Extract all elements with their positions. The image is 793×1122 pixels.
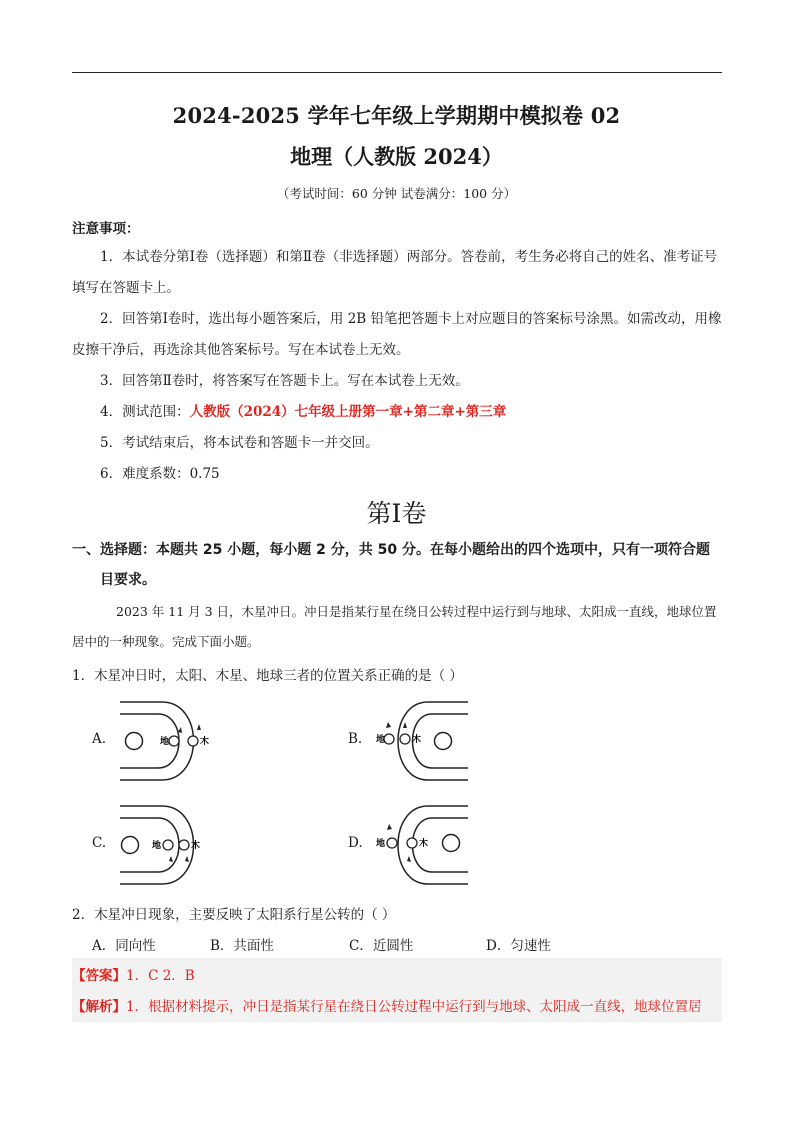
earth-label: 地 (160, 737, 170, 747)
earth-label: 地 (152, 841, 162, 851)
answer-tag: 【答案】 (72, 968, 126, 984)
jupiter-icon (407, 838, 417, 848)
q2-choice-d: D．匀速性 (486, 938, 551, 954)
question-1-stem: 1．木星冲日时，太阳、木星、地球三者的位置关系正确的是（ ） (72, 668, 463, 684)
answer-text: 1．C 2．B (126, 968, 195, 984)
earth-label: 地 (376, 839, 386, 849)
analysis-text: 1．根据材料提示，冲日是指某行星在绕日公转过程中运行到与地球、太阳成一直线，地球位置居 (126, 999, 702, 1015)
option-b-diagram (370, 696, 470, 786)
earth-label: 地 (376, 735, 386, 745)
q2-choice-b: B．共面性 (210, 938, 274, 954)
exam-subtitle: 地理（人教版 2024） (290, 144, 503, 169)
jupiter-label: 木 (200, 737, 210, 747)
jupiter-icon (179, 840, 189, 850)
option-a-diagram (118, 696, 228, 786)
section-heading (72, 535, 724, 595)
sun-icon (126, 733, 143, 750)
jupiter-label: 木 (412, 735, 422, 745)
answer-line (72, 964, 195, 984)
option-d-diagram (370, 800, 470, 890)
sun-icon (435, 733, 452, 750)
test-scope: 人教版（2024）七年级上册第一章+第二章+第三章 (189, 404, 507, 420)
option-d-label: D. (348, 835, 363, 851)
option-c-label: C. (92, 835, 107, 851)
jupiter-label: 木 (191, 841, 201, 851)
option-c-diagram (118, 800, 228, 890)
exam-title: 2024-2025 学年七年级上学期期中模拟卷 02 (172, 103, 621, 128)
q2-choice-a: A．同向性 (92, 938, 156, 954)
option-a-label: A. (92, 731, 107, 747)
volume-title: 第Ⅰ卷 (366, 499, 427, 528)
jupiter-label: 木 (419, 839, 429, 849)
earth-icon (387, 838, 397, 848)
question-material: 2023 年 11 月 3 日，木星冲日。冲日是指某行星在绕日公转过程中运行到与地球、太阳成一直线，地球位置居中的一种现象。完成下面小题。 (72, 604, 717, 649)
notice-item-1: 1．本试卷分第Ⅰ卷（选择题）和第Ⅱ卷（非选择题）两部分。答卷前，考生务必将自己的姓名、准考证号填写在答题卡上。 (72, 249, 718, 296)
notice-item-3: 3．回答第Ⅱ卷时，将答案写在答题卡上。写在本试卷上无效。 (100, 373, 469, 389)
notice-item-5: 5．考试结束后，将本试卷和答题卡一并交回。 (100, 435, 379, 451)
jupiter-icon (188, 736, 198, 746)
notice-heading: 注意事项： (72, 221, 140, 237)
analysis-line (72, 995, 702, 1015)
jupiter-icon (400, 734, 410, 744)
earth-icon (384, 734, 394, 744)
analysis-tag: 【解析】 (72, 999, 126, 1015)
notice-item-6: 6．难度系数：0.75 (100, 466, 220, 482)
sun-icon (443, 835, 460, 852)
notice-item-4 (72, 397, 722, 428)
section-heading-line1: 一、选择题：本题共 25 小题，每小题 2 分，共 50 分。在每小题给出的四个选项中，只有一项符合题 (72, 542, 710, 558)
sun-icon (122, 837, 139, 854)
exam-info: （考试时间：60 分钟 试卷满分：100 分） (276, 186, 517, 201)
option-b-label: B. (348, 731, 363, 747)
header-rule (72, 72, 722, 73)
earth-icon (163, 840, 173, 850)
section-heading-line2: 目要求。 (100, 572, 156, 588)
question-2-stem: 2．木星冲日现象，主要反映了太阳系行星公转的（ ） (72, 907, 396, 923)
notice-item-4-prefix: 4．测试范围： (100, 404, 190, 420)
q2-choice-c: C．近圆性 (349, 938, 414, 954)
notice-item-2: 2．回答第Ⅰ卷时，选出每小题答案后，用 2B 铅笔把答题卡上对应题目的答案标号涂黑。如需改动，用橡皮擦干净后，再选涂其他答案标号。写在本试卷上无效。 (72, 311, 722, 358)
earth-icon (169, 736, 179, 746)
